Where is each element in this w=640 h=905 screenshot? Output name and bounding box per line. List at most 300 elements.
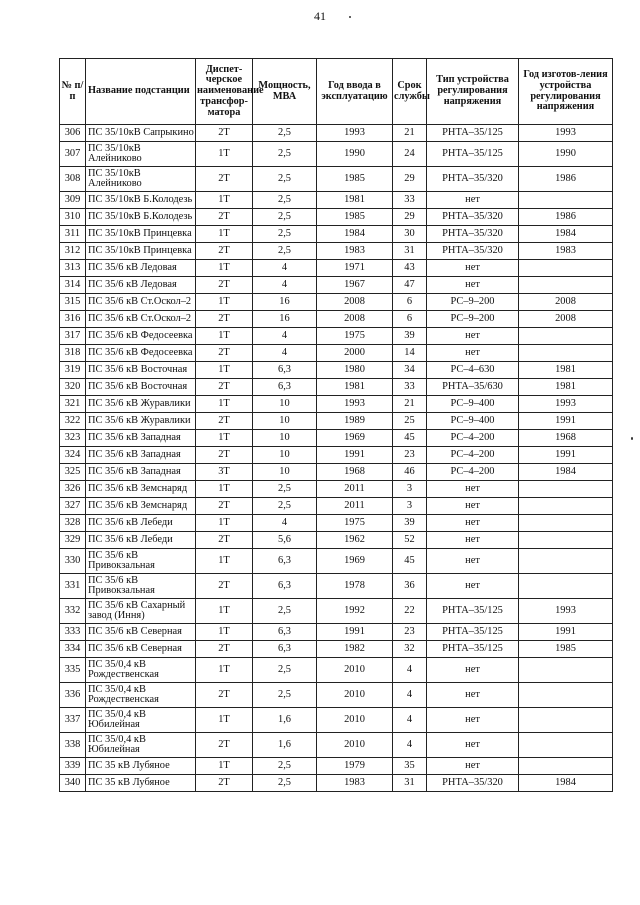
service-term: 29: [393, 209, 427, 226]
commission-year: 1971: [317, 260, 393, 277]
dispatch-name: 1Т: [196, 192, 253, 209]
power-mva: 6,3: [253, 549, 317, 574]
dispatch-name: 1Т: [196, 758, 253, 775]
commission-year: 1982: [317, 641, 393, 658]
substation-name: ПС 35/6 кВ Восточная: [86, 362, 196, 379]
service-term: 4: [393, 683, 427, 708]
dispatch-name: 1Т: [196, 549, 253, 574]
table-row: [60, 125, 613, 142]
row-number: 326: [60, 481, 86, 498]
dispatch-name: 1Т: [196, 142, 253, 167]
commission-year: 1992: [317, 599, 393, 624]
dispatch-name: 2Т: [196, 125, 253, 142]
power-mva: 5,6: [253, 532, 317, 549]
substation-name: ПС 35/0,4 кВ Рождественская: [86, 683, 196, 708]
regulator-year: [519, 733, 613, 758]
regulator-year: 1991: [519, 447, 613, 464]
table-row: [60, 396, 613, 413]
dispatch-name: 1Т: [196, 515, 253, 532]
substation-name: ПС 35/6 кВ Северная: [86, 641, 196, 658]
substation-name: ПС 35/6 кВ Северная: [86, 624, 196, 641]
substation-name: ПС 35/6 кВ Лебеди: [86, 515, 196, 532]
commission-year: 1975: [317, 328, 393, 345]
table-row: [60, 167, 613, 192]
dispatch-name: 2Т: [196, 641, 253, 658]
power-mva: 2,5: [253, 167, 317, 192]
table-row: [60, 658, 613, 683]
table-row: [60, 311, 613, 328]
commission-year: 2010: [317, 658, 393, 683]
power-mva: 2,5: [253, 599, 317, 624]
regulator-year: [519, 658, 613, 683]
dispatch-name: 2Т: [196, 277, 253, 294]
regulator-year: [519, 708, 613, 733]
regulator-type: РНТА–35/630: [427, 379, 519, 396]
regulator-type: нет: [427, 481, 519, 498]
header-year: Год ввода в эксплуатацию: [317, 59, 393, 125]
table-row: [60, 277, 613, 294]
regulator-year: 1991: [519, 624, 613, 641]
power-mva: 4: [253, 515, 317, 532]
table-row: [60, 641, 613, 658]
regulator-type: нет: [427, 515, 519, 532]
power-mva: 6,3: [253, 362, 317, 379]
regulator-type: РНТА–35/125: [427, 125, 519, 142]
regulator-type: РС–4–200: [427, 464, 519, 481]
row-number: 336: [60, 683, 86, 708]
service-term: 22: [393, 599, 427, 624]
commission-year: 2011: [317, 481, 393, 498]
dispatch-name: 2Т: [196, 345, 253, 362]
substation-name: ПС 35/10кВ Б.Колодезь: [86, 209, 196, 226]
dispatch-name: 3Т: [196, 464, 253, 481]
header-num: № п/п: [60, 59, 86, 125]
table-row: [60, 260, 613, 277]
regulator-type: РНТА–35/320: [427, 209, 519, 226]
table-row: [60, 243, 613, 260]
row-number: 337: [60, 708, 86, 733]
power-mva: 2,5: [253, 683, 317, 708]
regulator-type: нет: [427, 549, 519, 574]
commission-year: 1967: [317, 277, 393, 294]
table-row: [60, 683, 613, 708]
regulator-year: 1986: [519, 167, 613, 192]
dispatch-name: 1Т: [196, 294, 253, 311]
regulator-year: [519, 498, 613, 515]
regulator-year: [519, 532, 613, 549]
power-mva: 1,6: [253, 733, 317, 758]
service-term: 14: [393, 345, 427, 362]
regulator-year: [519, 549, 613, 574]
regulator-year: 1981: [519, 379, 613, 396]
regulator-year: 1993: [519, 125, 613, 142]
table-row: [60, 498, 613, 515]
table-row: [60, 379, 613, 396]
regulator-type: нет: [427, 532, 519, 549]
regulator-type: нет: [427, 733, 519, 758]
service-term: 33: [393, 379, 427, 396]
regulator-year: 2008: [519, 294, 613, 311]
row-number: 313: [60, 260, 86, 277]
commission-year: 1991: [317, 447, 393, 464]
scan-speck: [349, 16, 351, 18]
service-term: 31: [393, 243, 427, 260]
table-row: [60, 142, 613, 167]
regulator-year: 1983: [519, 243, 613, 260]
regulator-year: 1984: [519, 226, 613, 243]
power-mva: 10: [253, 413, 317, 430]
row-number: 311: [60, 226, 86, 243]
regulator-type: нет: [427, 708, 519, 733]
regulator-year: [519, 574, 613, 599]
power-mva: 4: [253, 345, 317, 362]
substation-name: ПС 35/6 кВ Журавлики: [86, 413, 196, 430]
table-row: [60, 481, 613, 498]
service-term: 34: [393, 362, 427, 379]
dispatch-name: 2Т: [196, 498, 253, 515]
service-term: 6: [393, 294, 427, 311]
power-mva: 6,3: [253, 624, 317, 641]
service-term: 39: [393, 328, 427, 345]
power-mva: 2,5: [253, 758, 317, 775]
row-number: 329: [60, 532, 86, 549]
regulator-year: 1991: [519, 413, 613, 430]
table-row: [60, 599, 613, 624]
table-row: [60, 574, 613, 599]
service-term: 33: [393, 192, 427, 209]
regulator-type: нет: [427, 328, 519, 345]
table-row: [60, 624, 613, 641]
row-number: 328: [60, 515, 86, 532]
table-body: [60, 125, 613, 792]
regulator-type: нет: [427, 277, 519, 294]
substation-name: ПС 35/6 кВ Журавлики: [86, 396, 196, 413]
regulator-type: РНТА–35/320: [427, 243, 519, 260]
regulator-year: [519, 345, 613, 362]
commission-year: 1969: [317, 549, 393, 574]
dispatch-name: 2Т: [196, 413, 253, 430]
power-mva: 10: [253, 447, 317, 464]
header-power: Мощность, МВА: [253, 59, 317, 125]
power-mva: 2,5: [253, 243, 317, 260]
regulator-type: нет: [427, 192, 519, 209]
commission-year: 1981: [317, 192, 393, 209]
scan-speck: [631, 437, 633, 440]
dispatch-name: 1Т: [196, 481, 253, 498]
regulator-type: РС–4–200: [427, 430, 519, 447]
regulator-type: РС–9–200: [427, 311, 519, 328]
substation-name: ПС 35/6 кВ Лебеди: [86, 532, 196, 549]
substation-name: ПС 35/10кВ Б.Колодезь: [86, 192, 196, 209]
service-term: 46: [393, 464, 427, 481]
power-mva: 2,5: [253, 125, 317, 142]
commission-year: 2011: [317, 498, 393, 515]
row-number: 306: [60, 125, 86, 142]
dispatch-name: 2Т: [196, 167, 253, 192]
substation-name: ПС 35 кВ Лубяное: [86, 758, 196, 775]
commission-year: 2008: [317, 294, 393, 311]
regulator-type: РС–9–400: [427, 413, 519, 430]
commission-year: 1962: [317, 532, 393, 549]
dispatch-name: 2Т: [196, 243, 253, 260]
regulator-year: 1993: [519, 599, 613, 624]
row-number: 320: [60, 379, 86, 396]
table-row: [60, 708, 613, 733]
header-name: Название подстанции: [86, 59, 196, 125]
table-row: [60, 430, 613, 447]
service-term: 3: [393, 481, 427, 498]
regulator-type: нет: [427, 658, 519, 683]
regulator-year: [519, 192, 613, 209]
commission-year: 1990: [317, 142, 393, 167]
row-number: 332: [60, 599, 86, 624]
service-term: 24: [393, 142, 427, 167]
dispatch-name: 1Т: [196, 226, 253, 243]
service-term: 39: [393, 515, 427, 532]
substation-name: ПС 35/10кВ Принцевка: [86, 226, 196, 243]
row-number: 323: [60, 430, 86, 447]
dispatch-name: 1Т: [196, 260, 253, 277]
regulator-type: РНТА–35/320: [427, 775, 519, 792]
regulator-year: 2008: [519, 311, 613, 328]
table-row: [60, 733, 613, 758]
substation-name: ПС 35/6 кВ Западная: [86, 447, 196, 464]
power-mva: 16: [253, 294, 317, 311]
regulator-type: нет: [427, 260, 519, 277]
regulator-type: РС–9–400: [427, 396, 519, 413]
row-number: 315: [60, 294, 86, 311]
table-row: [60, 515, 613, 532]
dispatch-name: 1Т: [196, 328, 253, 345]
power-mva: 2,5: [253, 658, 317, 683]
service-term: 29: [393, 167, 427, 192]
commission-year: 1979: [317, 758, 393, 775]
commission-year: 1981: [317, 379, 393, 396]
commission-year: 1989: [317, 413, 393, 430]
power-mva: 4: [253, 328, 317, 345]
row-number: 316: [60, 311, 86, 328]
row-number: 327: [60, 498, 86, 515]
page-number: 41: [314, 9, 326, 23]
substation-name: ПС 35/6 кВ Сахарный завод (Иння): [86, 599, 196, 624]
row-number: 317: [60, 328, 86, 345]
service-term: 4: [393, 708, 427, 733]
service-term: 3: [393, 498, 427, 515]
regulator-type: РС–9–200: [427, 294, 519, 311]
commission-year: 1975: [317, 515, 393, 532]
commission-year: 2010: [317, 683, 393, 708]
row-number: 318: [60, 345, 86, 362]
substation-name: ПС 35/6 кВ Федосеевка: [86, 345, 196, 362]
service-term: 30: [393, 226, 427, 243]
table-row: [60, 192, 613, 209]
regulator-type: РС–4–630: [427, 362, 519, 379]
row-number: 333: [60, 624, 86, 641]
regulator-year: 1993: [519, 396, 613, 413]
commission-year: 1968: [317, 464, 393, 481]
substation-name: ПС 35/6 кВ Ледовая: [86, 260, 196, 277]
service-term: 52: [393, 532, 427, 549]
regulator-year: [519, 515, 613, 532]
dispatch-name: 2Т: [196, 532, 253, 549]
regulator-type: РНТА–35/125: [427, 624, 519, 641]
commission-year: 1984: [317, 226, 393, 243]
service-term: 23: [393, 624, 427, 641]
commission-year: 1978: [317, 574, 393, 599]
dispatch-name: 1Т: [196, 658, 253, 683]
dispatch-name: 1Т: [196, 362, 253, 379]
table-row: [60, 532, 613, 549]
table-row: [60, 775, 613, 792]
service-term: 21: [393, 125, 427, 142]
table-row: [60, 362, 613, 379]
substation-name: ПС 35/6 кВ Ледовая: [86, 277, 196, 294]
row-number: 325: [60, 464, 86, 481]
commission-year: 1993: [317, 125, 393, 142]
power-mva: 4: [253, 277, 317, 294]
service-term: 47: [393, 277, 427, 294]
row-number: 338: [60, 733, 86, 758]
row-number: 308: [60, 167, 86, 192]
regulator-year: 1984: [519, 775, 613, 792]
commission-year: 1969: [317, 430, 393, 447]
commission-year: 1991: [317, 624, 393, 641]
regulator-year: 1984: [519, 464, 613, 481]
row-number: 324: [60, 447, 86, 464]
row-number: 339: [60, 758, 86, 775]
power-mva: 10: [253, 464, 317, 481]
commission-year: 1993: [317, 396, 393, 413]
substation-name: ПС 35/0,4 кВ Юбилейная: [86, 733, 196, 758]
power-mva: 4: [253, 260, 317, 277]
service-term: 4: [393, 658, 427, 683]
service-term: 25: [393, 413, 427, 430]
power-mva: 6,3: [253, 574, 317, 599]
regulator-year: [519, 277, 613, 294]
row-number: 314: [60, 277, 86, 294]
dispatch-name: 2Т: [196, 733, 253, 758]
commission-year: 2010: [317, 708, 393, 733]
table-row: [60, 294, 613, 311]
row-number: 309: [60, 192, 86, 209]
regulator-year: 1981: [519, 362, 613, 379]
header-dispatch: Диспет-черское наименование трансфор-матора: [196, 59, 253, 125]
service-term: 45: [393, 430, 427, 447]
substation-name: ПС 35/6 кВ Федосеевка: [86, 328, 196, 345]
substation-name: ПС 35/6 кВ Привокзальная: [86, 574, 196, 599]
regulator-year: 1990: [519, 142, 613, 167]
row-number: 319: [60, 362, 86, 379]
substation-name: ПС 35/0,4 кВ Рождественская: [86, 658, 196, 683]
power-mva: 2,5: [253, 142, 317, 167]
dispatch-name: 1Т: [196, 624, 253, 641]
substation-name: ПС 35 кВ Лубяное: [86, 775, 196, 792]
substation-name: ПС 35/6 кВ Привокзальная: [86, 549, 196, 574]
regulator-type: РНТА–35/320: [427, 167, 519, 192]
dispatch-name: 2Т: [196, 447, 253, 464]
power-mva: 2,5: [253, 481, 317, 498]
regulator-type: нет: [427, 683, 519, 708]
substation-name: ПС 35/6 кВ Западная: [86, 464, 196, 481]
service-term: 43: [393, 260, 427, 277]
commission-year: 1985: [317, 167, 393, 192]
regulator-year: [519, 481, 613, 498]
regulator-type: РНТА–35/125: [427, 142, 519, 167]
commission-year: 1983: [317, 243, 393, 260]
service-term: 35: [393, 758, 427, 775]
dispatch-name: 2Т: [196, 209, 253, 226]
substation-name: ПС 35/10кВ Принцевка: [86, 243, 196, 260]
service-term: 36: [393, 574, 427, 599]
regulator-year: [519, 328, 613, 345]
substation-name: ПС 35/6 кВ Западная: [86, 430, 196, 447]
table-row: [60, 209, 613, 226]
commission-year: 2010: [317, 733, 393, 758]
header-regtype: Тип устройства регулирования напряжения: [427, 59, 519, 125]
row-number: 312: [60, 243, 86, 260]
commission-year: 1980: [317, 362, 393, 379]
substation-name: ПС 35/6 кВ Ст.Оскол–2: [86, 311, 196, 328]
service-term: 23: [393, 447, 427, 464]
power-mva: 10: [253, 430, 317, 447]
row-number: 322: [60, 413, 86, 430]
substation-name: ПС 35/6 кВ Земснаряд: [86, 481, 196, 498]
table-row: [60, 328, 613, 345]
regulator-type: РНТА–35/125: [427, 599, 519, 624]
power-mva: 2,5: [253, 775, 317, 792]
regulator-year: [519, 260, 613, 277]
substation-name: ПС 35/10кВ Алейниково: [86, 142, 196, 167]
table-row: [60, 464, 613, 481]
row-number: 310: [60, 209, 86, 226]
service-term: 21: [393, 396, 427, 413]
commission-year: 2008: [317, 311, 393, 328]
substation-table: [59, 58, 613, 792]
table-header-row: [60, 59, 613, 125]
power-mva: 2,5: [253, 226, 317, 243]
table-row: [60, 345, 613, 362]
power-mva: 1,6: [253, 708, 317, 733]
table-row: [60, 758, 613, 775]
dispatch-name: 1Т: [196, 430, 253, 447]
service-term: 6: [393, 311, 427, 328]
dispatch-name: 1Т: [196, 396, 253, 413]
substation-name: ПС 35/6 кВ Ст.Оскол–2: [86, 294, 196, 311]
service-term: 4: [393, 733, 427, 758]
row-number: 307: [60, 142, 86, 167]
row-number: 335: [60, 658, 86, 683]
commission-year: 1985: [317, 209, 393, 226]
power-mva: 6,3: [253, 641, 317, 658]
regulator-year: 1985: [519, 641, 613, 658]
row-number: 321: [60, 396, 86, 413]
regulator-year: 1986: [519, 209, 613, 226]
dispatch-name: 2Т: [196, 574, 253, 599]
power-mva: 2,5: [253, 192, 317, 209]
dispatch-name: 2Т: [196, 775, 253, 792]
table-row: [60, 413, 613, 430]
substation-name: ПС 35/10кВ Алейниково: [86, 167, 196, 192]
power-mva: 10: [253, 396, 317, 413]
power-mva: 2,5: [253, 498, 317, 515]
row-number: 340: [60, 775, 86, 792]
regulator-type: нет: [427, 345, 519, 362]
service-term: 45: [393, 549, 427, 574]
commission-year: 2000: [317, 345, 393, 362]
row-number: 331: [60, 574, 86, 599]
dispatch-name: 2Т: [196, 379, 253, 396]
regulator-type: нет: [427, 758, 519, 775]
